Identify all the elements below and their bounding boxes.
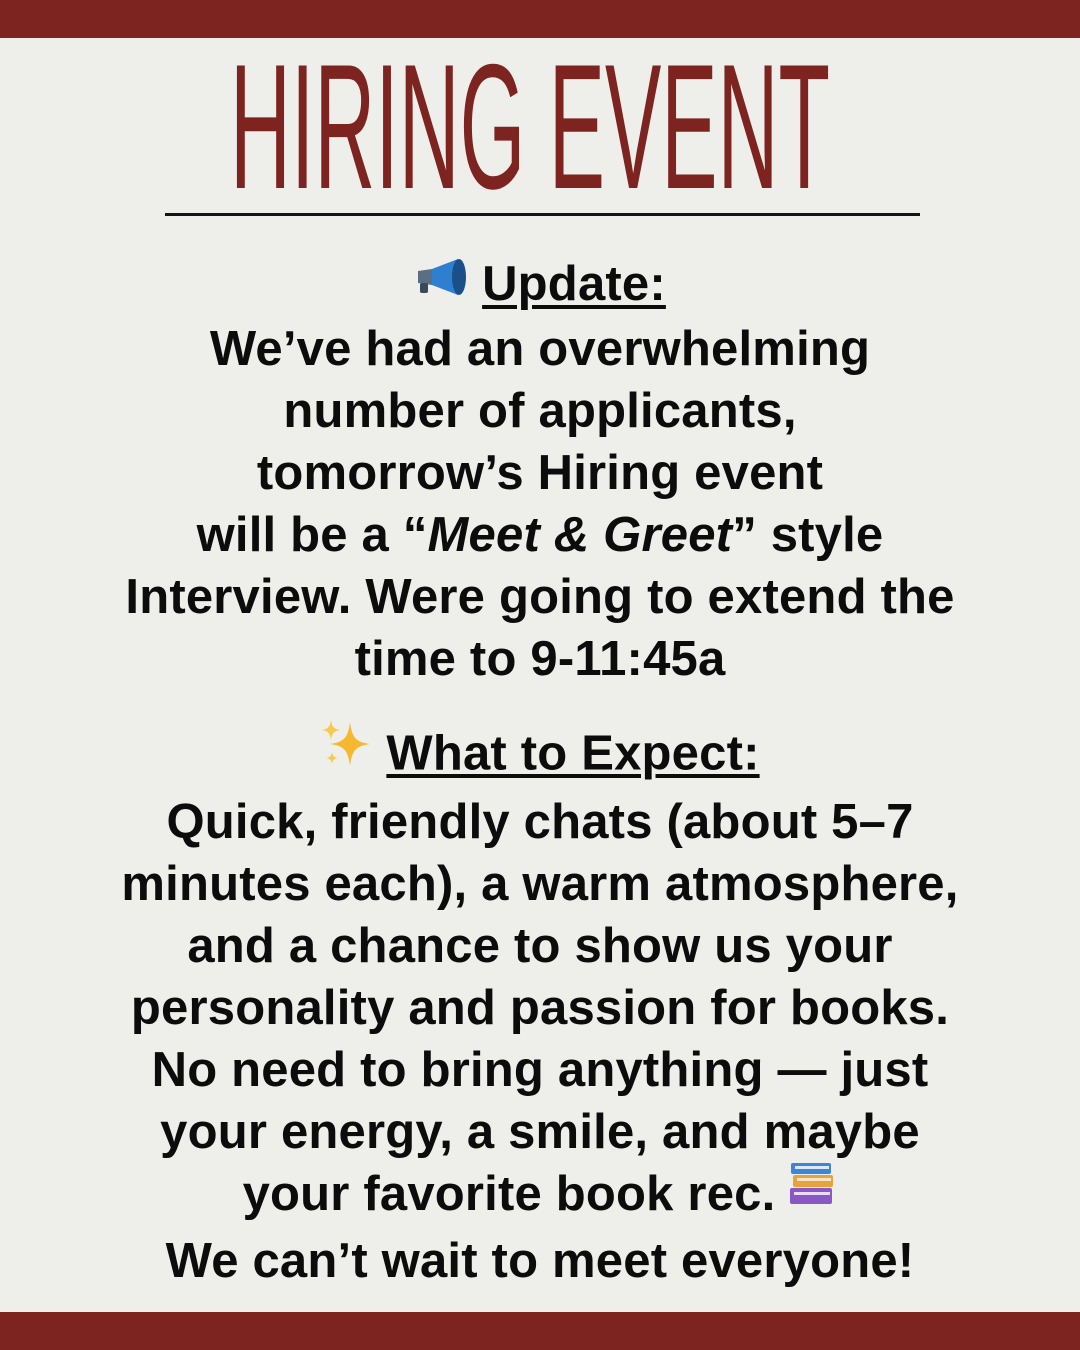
expect-line-2: minutes each), a warm atmosphere, <box>121 857 959 911</box>
expect-line-7 <box>30 1163 1050 1230</box>
meet-and-greet-text: Meet & Greet <box>427 508 733 563</box>
update-line-3: tomorrow’s Hiring event <box>256 446 824 501</box>
title-banner <box>0 48 1080 208</box>
book-line-text: your favorite book rec. <box>242 1167 776 1221</box>
update-line-4-prefix: will be a “ <box>196 508 428 563</box>
title-divider <box>165 213 920 216</box>
bottom-border-band <box>0 1312 1080 1350</box>
expect-heading: What to Expect: <box>386 726 760 781</box>
megaphone-icon <box>414 250 470 312</box>
update-heading-line <box>30 253 1050 318</box>
update-line-2: number of applicants, <box>283 384 797 439</box>
expect-line-5: No need to bring anything — just <box>151 1043 929 1097</box>
update-line-5: Interview. Were going to extend the <box>125 570 955 625</box>
title-svg <box>0 48 1080 208</box>
update-line-4 <box>30 504 1050 566</box>
update-line-1: We’ve had an overwhelming <box>209 322 871 377</box>
update-heading: Update: <box>482 257 666 311</box>
update-section <box>30 253 1050 690</box>
update-line-4-suffix: ” style <box>732 508 884 563</box>
page-title: HIRING EVENT <box>230 48 830 208</box>
top-border-band <box>0 0 1080 38</box>
books-icon <box>787 1159 837 1224</box>
sparkles-icon <box>320 716 374 785</box>
expect-line-6: your energy, a smile, and maybe <box>160 1105 920 1159</box>
expect-line-1: Quick, friendly chats (about 5–7 <box>166 795 914 849</box>
update-line-6: time to 9-11:45a <box>354 632 726 687</box>
expect-line-3: and a chance to show us your <box>187 919 893 973</box>
closing-line: We can’t wait to meet everyone! <box>165 1233 915 1288</box>
expect-section <box>30 722 1050 1292</box>
expect-line-4: personality and passion for books. <box>130 981 950 1035</box>
expect-heading-line <box>30 722 1050 791</box>
